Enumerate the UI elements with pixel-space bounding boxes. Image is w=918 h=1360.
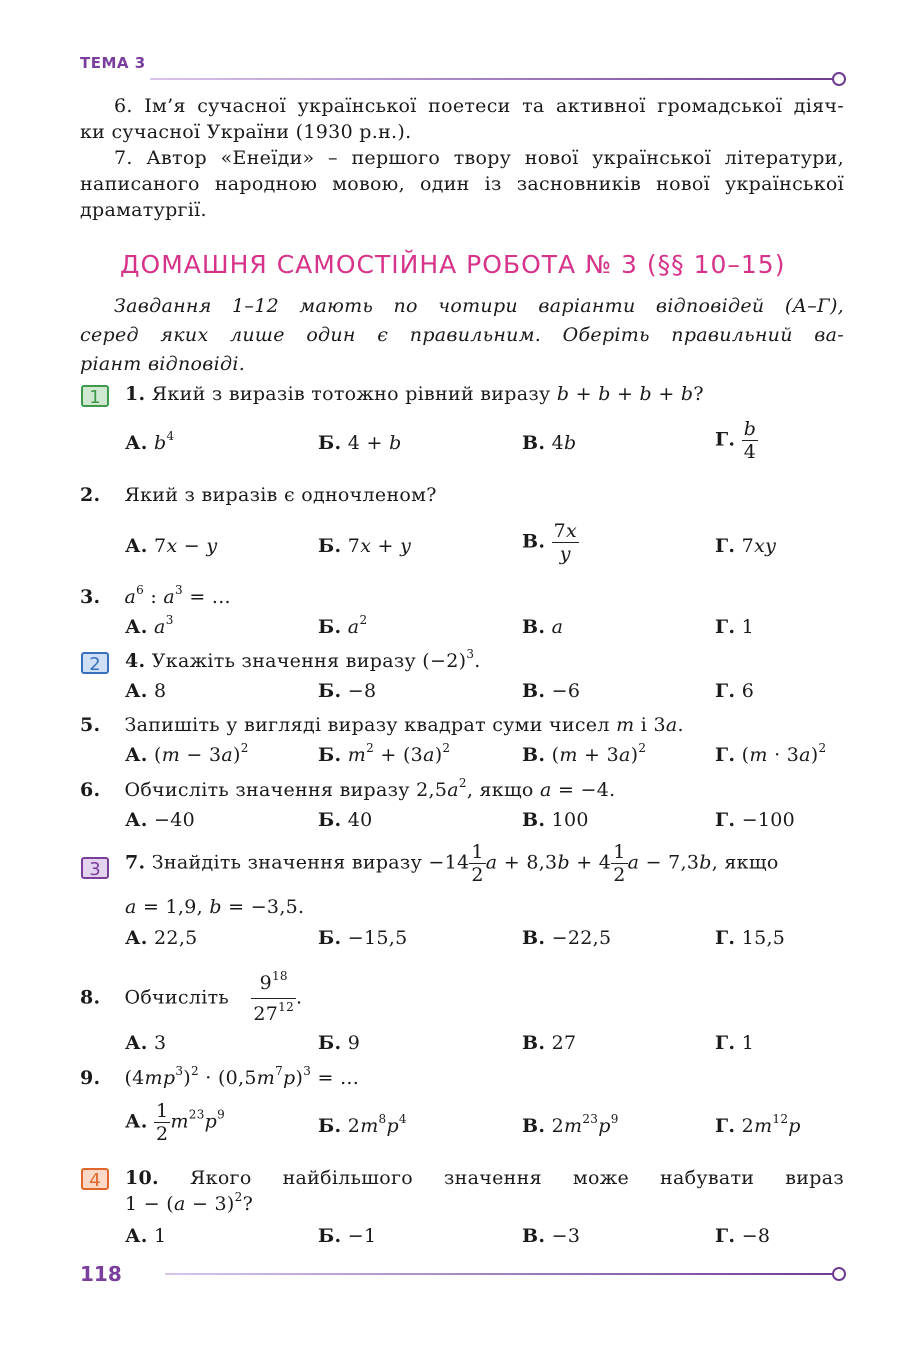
q1-option-d: Г. $\frac{b}{4}$: [715, 418, 757, 463]
question-10: 10. Якого найбільшого значення може набувати вираз $1 - (a - 3)^2$?: [125, 1167, 844, 1215]
question-1: 1. Який з виразів тотожно рівний виразу b + b + b + b?: [125, 383, 704, 405]
q9-option-a: А. $\frac{1}{2}$ $m^{23}p^9$: [125, 1100, 226, 1145]
q10-option-c: В. −3: [522, 1225, 581, 1247]
q10-option-d: Г. −8: [715, 1225, 771, 1247]
q2-option-c: В. $\frac{7x}{y}$: [522, 520, 578, 565]
header-rule: [150, 78, 834, 80]
paragraph-item-7: [80, 145, 844, 223]
q6-option-c: В. 100: [522, 809, 589, 831]
question-9: 9. $(4mp^3)^2 \cdot (0,5m^7p)^3$ = ...: [80, 1064, 360, 1089]
q4-option-b: Б. −8: [318, 680, 377, 702]
intro-line2: серед яких лише один є правильним. Оберіть правильний ва-: [80, 324, 844, 346]
q9-option-c: В. $2m^{23}p^9$: [522, 1112, 619, 1137]
section-title: ДОМАШНЯ САМОСТІЙНА РОБОТА № 3 (§§ 10–15): [120, 250, 786, 279]
topic-label: ТЕМА 3: [80, 54, 146, 72]
question-5: 5. Запишіть у вигляді виразу квадрат суми чисел m і 3a.: [80, 714, 684, 736]
q2-option-b: Б. 7x + y: [318, 535, 412, 557]
q6-option-d: Г. −100: [715, 809, 796, 831]
q1-option-c: В. 4b: [522, 432, 577, 454]
level-3-badge: 3: [81, 857, 109, 879]
item7-line3: драматургії.: [80, 199, 207, 221]
footer-rule: [165, 1273, 834, 1275]
q2-option-d: Г. 7xy: [715, 535, 777, 557]
question-6: 6. Обчисліть значення виразу $2,5a^2$, якщо a = −4.: [80, 776, 616, 801]
q6-option-b: Б. 40: [318, 809, 373, 831]
intro-text: [80, 292, 844, 379]
q5-option-c: В. $(m + 3a)^2$: [522, 741, 647, 766]
q8-option-d: Г. 1: [715, 1032, 755, 1054]
q5-option-b: Б. $m^2 + (3a)^2$: [318, 741, 451, 766]
question-7-line2: a = 1,9, b = −3,5.: [125, 896, 305, 918]
q3-option-d: Г. 1: [715, 616, 755, 638]
q10-option-b: Б. −1: [318, 1225, 377, 1247]
q5-option-d: Г. $(m \cdot 3a)^2$: [715, 741, 827, 766]
q4-option-c: В. −6: [522, 680, 581, 702]
item6-line1: 6. Ім’я сучасної української поетеси та активної громадської діяч-: [114, 95, 844, 117]
question-8: 8. Обчисліть $\frac{9^{18}}{27^{12}}$ .: [80, 969, 303, 1025]
level-1-badge: 1: [81, 385, 109, 407]
question-4: 4. Укажіть значення виразу $(-2)^3$.: [125, 647, 481, 672]
page-number: 118: [80, 1262, 122, 1286]
q9-option-b: Б. $2m^8p^4$: [318, 1112, 407, 1137]
item7-line1: 7. Автор «Енеїди» – першого твору нової української літератури,: [114, 147, 844, 169]
header-rule-end-icon: [832, 72, 846, 86]
q4-option-d: Г. 6: [715, 680, 755, 702]
q5-option-a: А. $(m - 3a)^2$: [125, 741, 249, 766]
q8-option-b: Б. 9: [318, 1032, 361, 1054]
footer-rule-end-icon: [832, 1267, 846, 1281]
q1-option-a: А. $b^4$: [125, 429, 175, 454]
q4-option-a: А. 8: [125, 680, 167, 702]
q1-option-b: Б. 4 + b: [318, 432, 402, 454]
q2-option-a: А. 7x − y: [125, 535, 218, 557]
q8-option-c: В. 27: [522, 1032, 577, 1054]
q3-option-a: А. $a^3$: [125, 613, 174, 638]
q6-option-a: А. −40: [125, 809, 196, 831]
level-4-badge: 4: [81, 1168, 109, 1190]
q3-option-c: В. a: [522, 616, 564, 638]
item6-line2: ки сучасної України (1930 р.н.).: [80, 121, 412, 143]
q9-option-d: Г. $2m^{12}p$: [715, 1112, 801, 1137]
question-3: 3. $a^6$ : $a^3$ = ...: [80, 583, 231, 608]
level-2-badge: 2: [81, 652, 109, 674]
paragraph-item-6: [80, 93, 844, 145]
q3-option-b: Б. $a^2$: [318, 613, 368, 638]
item7-line2: написаного народною мовою, один із засновників нової української: [80, 173, 844, 195]
q7-option-c: В. −22,5: [522, 927, 612, 949]
intro-line1: Завдання 1–12 мають по чотири варіанти відповідей (А–Г),: [114, 295, 844, 317]
q10-option-a: А. 1: [125, 1225, 167, 1247]
q7-option-d: Г. 15,5: [715, 927, 786, 949]
q8-option-a: А. 3: [125, 1032, 167, 1054]
question-2: 2. Який з виразів є одночленом?: [80, 484, 437, 506]
intro-line3: ріант відповіді.: [80, 353, 246, 375]
question-7: 7. Знайдіть значення виразу −14 $\frac{1}{2}$ a + 8,3b + 4 $\frac{1}{2}$ a − 7,3b, якщо: [125, 841, 779, 886]
q7-option-a: А. 22,5: [125, 927, 198, 949]
q7-option-b: Б. −15,5: [318, 927, 408, 949]
